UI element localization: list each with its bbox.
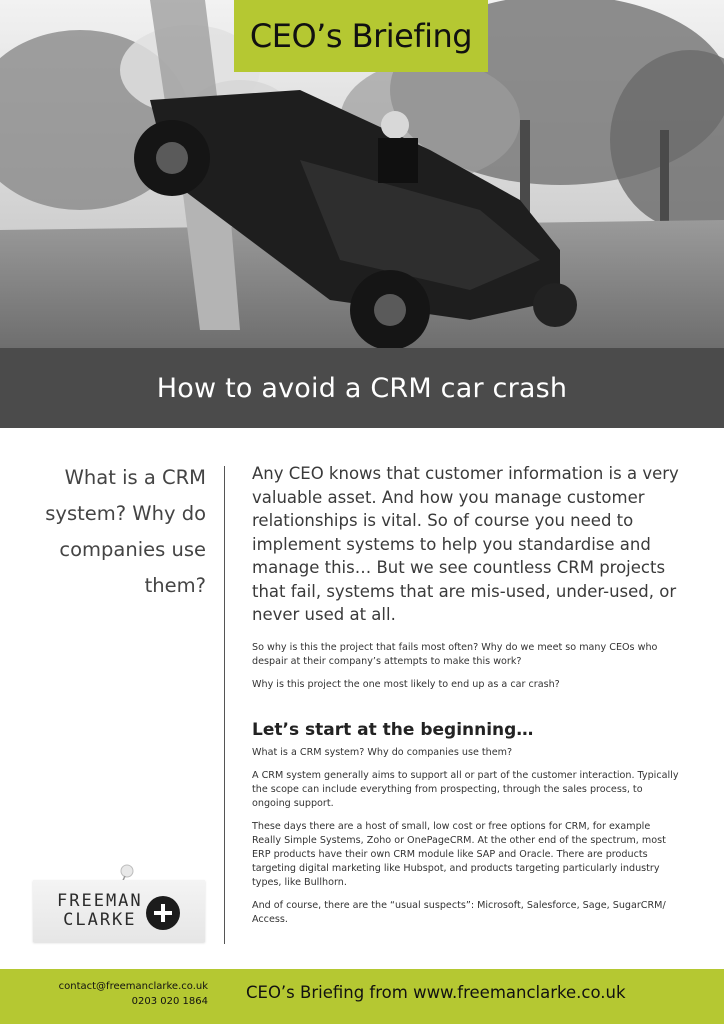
sidebar-question-line: system? Why do <box>45 502 206 525</box>
sidebar-question-line: companies use <box>59 538 206 561</box>
logo-line-2: CLARKE <box>63 910 137 930</box>
contact-email[interactable]: contact@freemanclarke.co.uk <box>58 981 208 992</box>
body-paragraph: A CRM system generally aims to support all or part of the customer interaction. Typically the scope can include everything from prospecting, through the sales process, to ongoing support. <box>252 769 679 809</box>
footer-tagline[interactable]: CEO’s Briefing from www.freemanclarke.co.uk <box>246 983 626 1002</box>
briefing-title: CEO’s Briefing <box>249 17 473 55</box>
logo-wordmark <box>57 892 143 930</box>
body-paragraph: Why is this project the one most likely to end up as a car crash? <box>252 678 560 690</box>
plus-circle-icon <box>146 896 180 930</box>
body-paragraph: What is a CRM system? Why do companies use them? <box>252 746 513 758</box>
lead-paragraph: Any CEO knows that customer information is a very valuable asset. And how you manage customer relationships is vital. So of course you need to implement systems to help you standardise and manage this… But we see countless CRM projects that fail, systems that are mis-used, under-used, or never used at all. <box>252 464 679 624</box>
sidebar-question-line: them? <box>144 574 206 597</box>
column-divider <box>224 466 225 944</box>
body-paragraph: And of course, there are the “usual suspects”: Microsoft, Salesforce, Sage, SugarCRM/ Access. <box>252 899 666 925</box>
article-body <box>252 462 682 927</box>
contact-block <box>40 979 208 1009</box>
header-badge <box>234 0 488 72</box>
article-headline: How to avoid a CRM car crash <box>156 372 568 404</box>
hero-photo <box>0 0 724 348</box>
freeman-clarke-logo <box>33 880 205 942</box>
sidebar-question-line: What is a CRM <box>64 466 206 489</box>
body-paragraph: So why is this the project that fails most often? Why do we meet so many CEOs who despair at their company’s attempts to make this work? <box>252 641 658 667</box>
body-paragraph: These days there are a host of small, low cost or free options for CRM, for example Really Simple Systems, Zoho or OnePageCRM. At the other end of the spectrum, most ERP products have their own CRM module like SAP and Oracle. There are products targeting digital marketing like Hubspot, and products targeting particularly industry types, like Bullhorn. <box>252 820 666 888</box>
sidebar-question <box>30 460 206 604</box>
logo-line-1: FREEMAN <box>57 891 143 911</box>
section-heading: Let’s start at the beginning… <box>252 719 534 740</box>
contact-phone: 0203 020 1864 <box>131 996 208 1007</box>
headline-band <box>0 348 724 428</box>
footer <box>0 969 724 1024</box>
